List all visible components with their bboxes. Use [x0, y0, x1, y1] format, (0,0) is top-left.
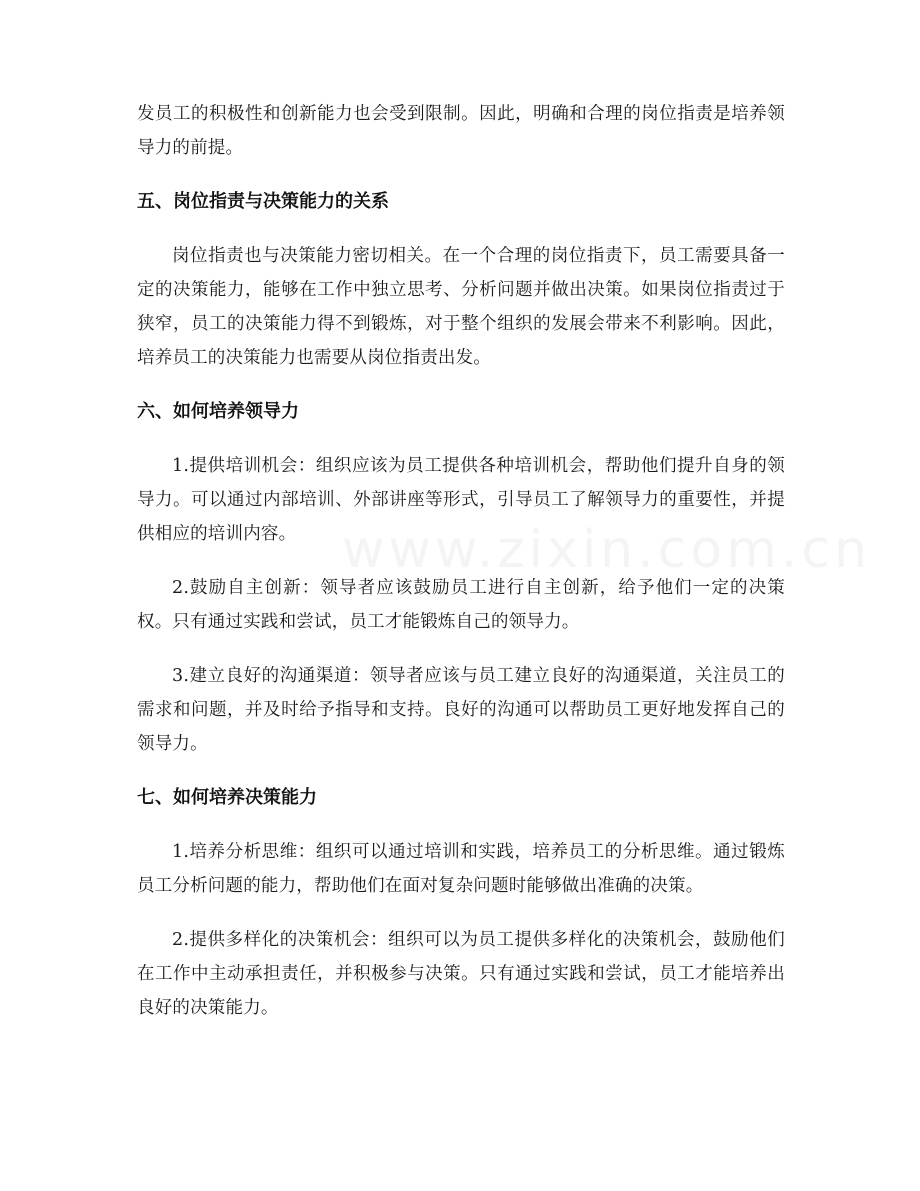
document-body — [137, 97, 785, 1025]
section-heading-5: 五、岗位指责与决策能力的关系 — [137, 191, 389, 212]
section-heading-6: 六、如何培养领导力 — [137, 401, 299, 422]
section-6-paragraph-3: 3.建立良好的沟通渠道：领导者应该与员工建立良好的沟通渠道，关注员工的需求和问题，并及时给予指导和支持。良好的沟通可以帮助员工更好地发挥自己的领导力。 — [137, 666, 785, 754]
section-heading-7: 七、如何培养决策能力 — [137, 787, 317, 808]
watermark: www.zixin.com.cn — [342, 520, 871, 580]
intro-paragraph: 发员工的积极性和创新能力也会受到限制。因此，明确和合理的岗位指责是培养领导力的前提。 — [137, 104, 785, 158]
section-7-paragraph-1: 1.培养分析思维：组织可以通过培训和实践，培养员工的分析思维。通过锻炼员工分析问题的能力，帮助他们在面对复杂问题时能够做出准确的决策。 — [137, 842, 785, 896]
section-6-paragraph-2: 2.鼓励自主创新：领导者应该鼓励员工进行自主创新，给予他们一定的决策权。只有通过实践和尝试，员工才能锻炼自己的领导力。 — [137, 578, 785, 632]
section-7-paragraph-2: 2.提供多样化的决策机会：组织可以为员工提供多样化的决策机会，鼓励他们在工作中主动承担责任，并积极参与决策。只有通过实践和尝试，员工才能培养出良好的决策能力。 — [137, 930, 785, 1018]
section-6-paragraph-1: 1.提供培训机会：组织应该为员工提供各种培训机会，帮助他们提升自身的领导力。可以通过内部培训、外部讲座等形式，引导员工了解领导力的重要性，并提供相应的培训内容。 — [137, 456, 785, 544]
section-5-paragraph-1: 岗位指责也与决策能力密切相关。在一个合理的岗位指责下，员工需要具备一定的决策能力，能够在工作中独立思考、分析问题并做出决策。如果岗位指责过于狭窄，员工的决策能力得不到锻炼，对于整个组织的发展会带来不利影响。因此，培养员工的决策能力也需要从岗位指责出发。 — [137, 246, 785, 368]
